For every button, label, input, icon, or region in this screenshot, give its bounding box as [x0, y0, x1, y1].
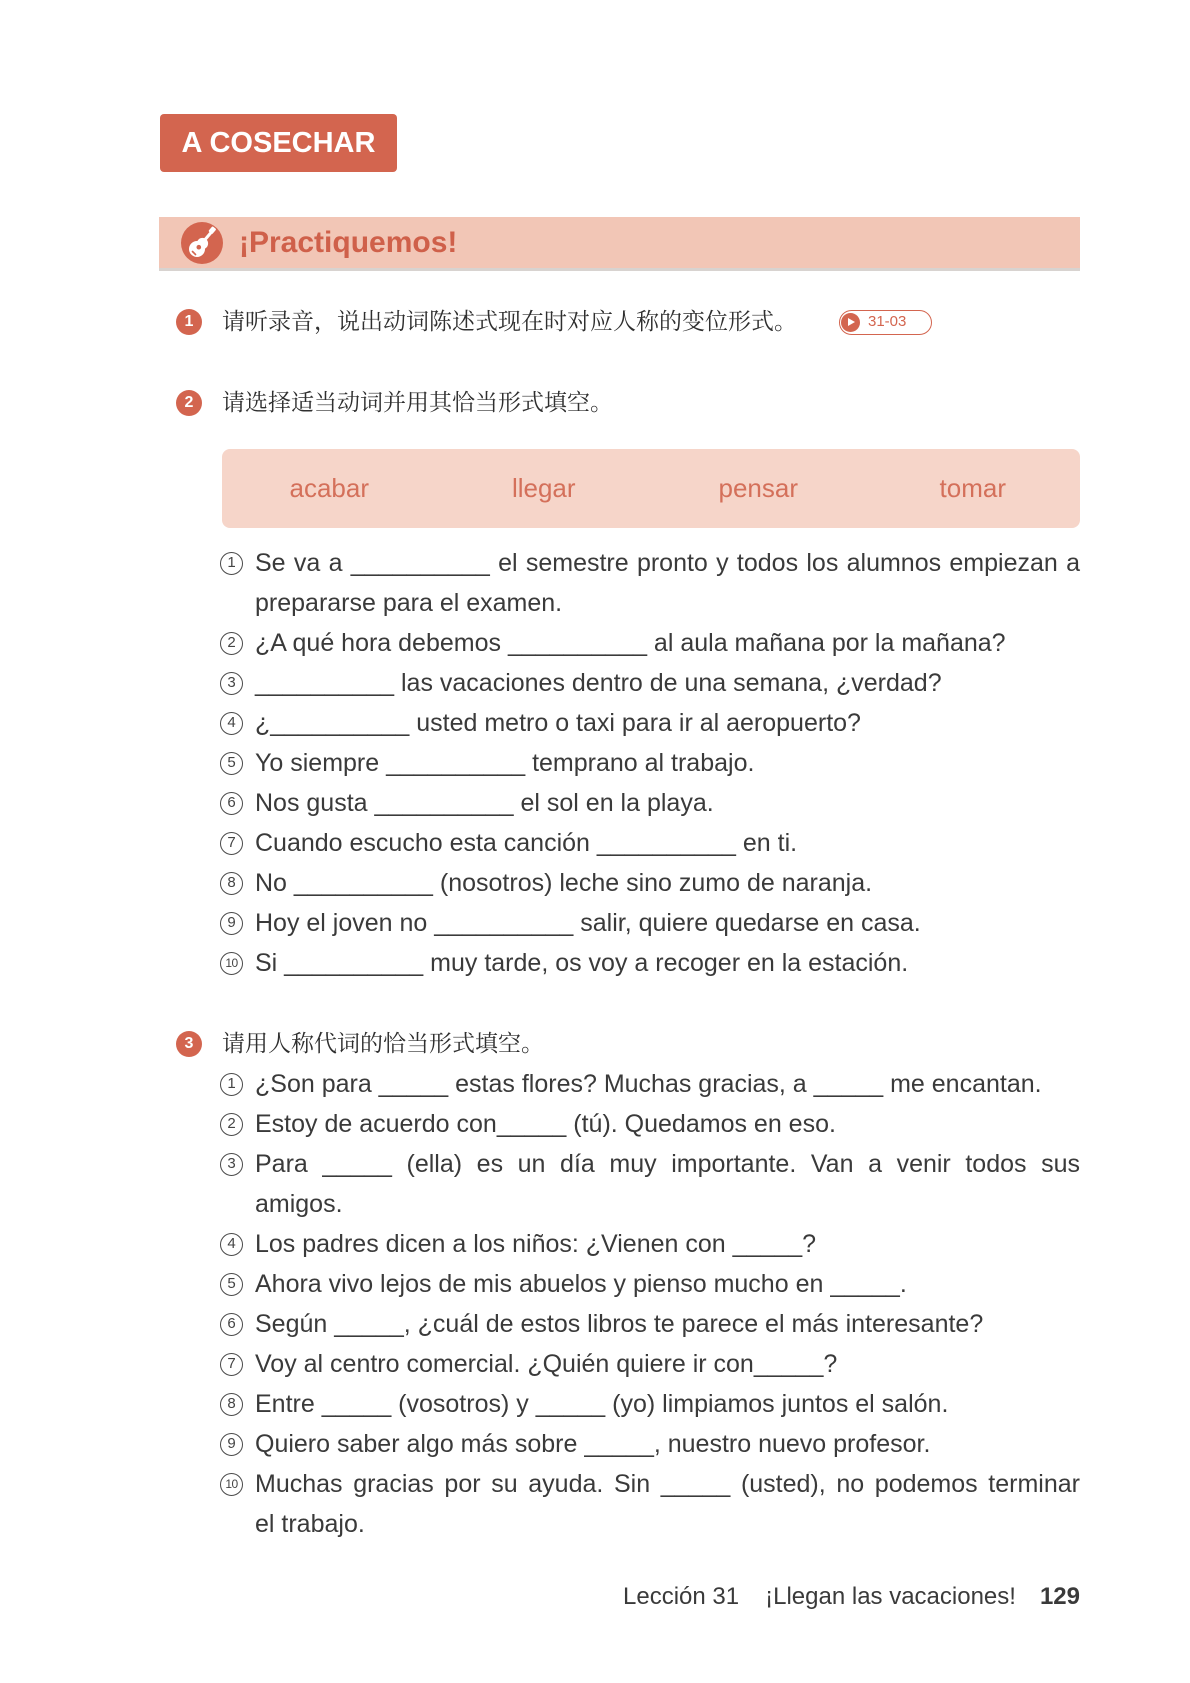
exercise-3-item [220, 1144, 1080, 1224]
item-text [255, 1264, 1080, 1304]
section-tag: A COSECHAR [160, 114, 397, 172]
item-text-line: Ahora vivo lejos de mis abuelos y pienso mucho en _____. [255, 1270, 907, 1298]
exercise-3-item [220, 1464, 1080, 1544]
page-footer [623, 1582, 1080, 1612]
item-text-line: Quiero saber algo más sobre _____, nuestro nuevo profesor. [255, 1430, 931, 1458]
item-number-cell [220, 1064, 255, 1104]
exercise-3-number: 3 [176, 1031, 202, 1057]
guitar-sound-hole [197, 245, 202, 250]
item-text [255, 1064, 1080, 1104]
item-text-line: ¿A qué hora debemos __________ al aula mañana por la mañana? [255, 629, 1006, 657]
item-text [255, 623, 1080, 663]
item-number: 3 [220, 1153, 243, 1176]
item-text-line: Estoy de acuerdo con_____ (tú). Quedamos en eso. [255, 1110, 836, 1138]
item-number: 2 [220, 632, 243, 655]
item-text-line: ¿__________ usted metro o taxi para ir al aeropuerto? [255, 709, 861, 737]
word-bank-item: llegar [511, 473, 576, 503]
exercise-2-item [220, 823, 1080, 863]
audio-track-number: 31-03 [868, 313, 907, 330]
exercise-2-item [220, 623, 1080, 663]
item-number: 2 [220, 1113, 243, 1136]
item-text-line: Los padres dicen a los niños: ¿Vienen con _____? [255, 1230, 817, 1258]
exercise-2-item [220, 703, 1080, 743]
item-number-cell [220, 1224, 255, 1264]
item-text [255, 823, 1080, 863]
item-number: 4 [220, 1233, 243, 1256]
item-text [255, 663, 1080, 703]
item-text [255, 1384, 1080, 1424]
item-text-line: Según _____, ¿cuál de estos libros te parece el más interesante? [255, 1310, 984, 1338]
word-bank-item: tomar [939, 473, 1006, 503]
exercise-2-item [220, 903, 1080, 943]
item-number-cell [220, 943, 255, 983]
item-text-line: Cuando escucho esta canción __________ en ti. [255, 829, 798, 857]
item-number: 4 [220, 712, 243, 735]
exercise-2-item [220, 543, 1080, 623]
footer-lesson-title: ¡Llegan las vacaciones! [765, 1583, 1016, 1610]
item-text-line: Muchas gracias por su ayuda. Sin _____ (usted), no podemos terminar [255, 1470, 1080, 1498]
item-number-cell [220, 1304, 255, 1344]
exercise-2-item [220, 783, 1080, 823]
item-text-line: el trabajo. [255, 1510, 365, 1538]
item-text [255, 783, 1080, 823]
item-text [255, 1344, 1080, 1384]
page-number: 129 [1039, 1583, 1080, 1610]
item-text-line: Nos gusta __________ el sol en la playa. [255, 789, 714, 817]
item-number: 7 [220, 832, 243, 855]
item-number-cell [220, 1144, 255, 1184]
item-number: 10 [220, 952, 243, 975]
exercise-3-item [220, 1304, 1080, 1344]
word-bank [222, 449, 1080, 528]
item-number-cell [220, 623, 255, 663]
item-text [255, 1304, 1080, 1344]
item-number-cell [220, 543, 255, 583]
item-number: 1 [220, 1073, 243, 1096]
exercise-2-item [220, 663, 1080, 703]
audio-track-badge [839, 310, 932, 335]
item-number: 6 [220, 1313, 243, 1336]
word-bank-item: pensar [718, 473, 798, 503]
item-text [255, 863, 1080, 903]
item-text-line: amigos. [255, 1190, 343, 1218]
item-text-line: ¿Son para _____ estas flores? Muchas gracias, a _____ me encantan. [255, 1070, 1042, 1098]
play-icon [841, 313, 860, 332]
exercise-3-item [220, 1424, 1080, 1464]
item-text [255, 1224, 1080, 1264]
item-number: 9 [220, 912, 243, 935]
exercise-3-item [220, 1064, 1080, 1104]
item-text [255, 1104, 1080, 1144]
exercise-2-number: 2 [176, 390, 202, 416]
exercise-3-item [220, 1224, 1080, 1264]
item-text-line: No __________ (nosotros) leche sino zumo de naranja. [255, 869, 873, 897]
exercise-3-item [220, 1384, 1080, 1424]
item-text-line: Hoy el joven no __________ salir, quiere quedarse en casa. [255, 909, 921, 937]
exercise-1-number: 1 [176, 309, 202, 335]
exercise-2-item [220, 943, 1080, 983]
item-text [255, 1144, 1080, 1224]
exercise-1-instruction: 请听录音，说出动词陈述式现在时对应人称的变位形式。 [222, 309, 797, 335]
item-text [255, 543, 1080, 623]
item-text [255, 903, 1080, 943]
item-number-cell [220, 1464, 255, 1504]
item-text-line: Voy al centro comercial. ¿Quién quiere ir con_____? [255, 1350, 838, 1378]
item-number-cell [220, 863, 255, 903]
item-number: 10 [220, 1473, 243, 1496]
practice-banner [159, 217, 1080, 271]
item-text-line: prepararse para el examen. [255, 589, 563, 617]
item-number-cell [220, 1104, 255, 1144]
item-number-cell [220, 903, 255, 943]
item-number-cell [220, 1424, 255, 1464]
exercise-2-item [220, 743, 1080, 783]
item-number: 5 [220, 1273, 243, 1296]
item-number: 3 [220, 672, 243, 695]
item-text-line: Se va a __________ el semestre pronto y todos los alumnos empiezan a [255, 549, 1080, 577]
item-number-cell [220, 663, 255, 703]
item-text [255, 743, 1080, 783]
item-number-cell [220, 783, 255, 823]
item-text-line: __________ las vacaciones dentro de una semana, ¿verdad? [255, 669, 942, 697]
item-text [255, 703, 1080, 743]
word-bank-item: acabar [289, 473, 369, 503]
item-number: 8 [220, 872, 243, 895]
item-number-cell [220, 823, 255, 863]
exercise-3-items [220, 1064, 1080, 1544]
item-number-cell [220, 743, 255, 783]
item-number-cell [220, 1344, 255, 1384]
item-number: 6 [220, 792, 243, 815]
item-number: 9 [220, 1433, 243, 1456]
guitar-icon [180, 221, 224, 265]
item-text-line: Para _____ (ella) es un día muy importante. Van a venir todos sus [255, 1150, 1080, 1178]
footer-lesson: Lección 31 [623, 1583, 740, 1610]
item-number: 1 [220, 552, 243, 575]
item-text-line: Yo siempre __________ temprano al trabajo. [255, 749, 755, 777]
exercise-3-item [220, 1264, 1080, 1304]
banner-title: ¡Practiquemos! [239, 226, 458, 259]
item-text [255, 1464, 1080, 1544]
exercise-2-item [220, 863, 1080, 903]
item-number: 8 [220, 1393, 243, 1416]
item-text-line: Si __________ muy tarde, os voy a recoger en la estación. [255, 949, 909, 977]
play-triangle [848, 318, 855, 326]
item-text [255, 943, 1080, 983]
exercise-3-item [220, 1104, 1080, 1144]
item-number: 7 [220, 1353, 243, 1376]
item-number: 5 [220, 752, 243, 775]
exercise-2-items [220, 543, 1080, 983]
item-text [255, 1424, 1080, 1464]
exercise-3-instruction: 请用人称代词的恰当形式填空。 [222, 1031, 544, 1057]
item-number-cell [220, 1264, 255, 1304]
item-text-line: Entre _____ (vosotros) y _____ (yo) limpiamos juntos el salón. [255, 1390, 949, 1418]
exercise-3-item [220, 1344, 1080, 1384]
item-number-cell [220, 703, 255, 743]
exercise-2-instruction: 请选择适当动词并用其恰当形式填空。 [222, 390, 613, 416]
item-number-cell [220, 1384, 255, 1424]
